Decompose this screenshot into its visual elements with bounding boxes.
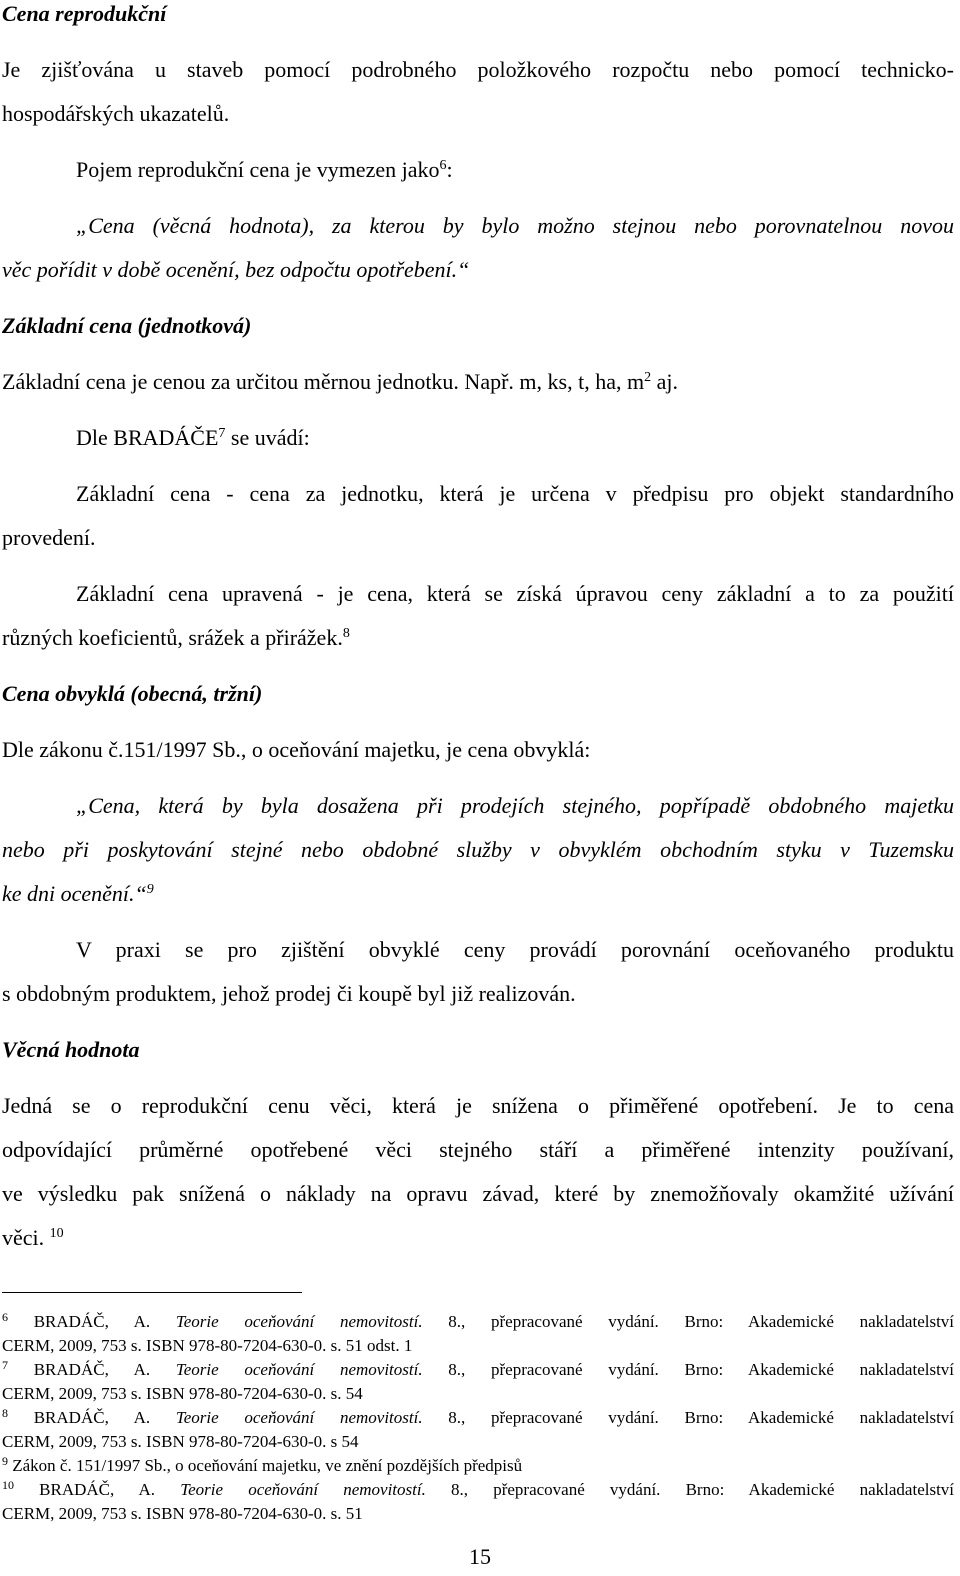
quote-line: věc pořídit v době ocenění, bez odpočtu opotřebení.“ [2,257,470,282]
text: Dle BRADÁČE [76,425,219,450]
text: věci. [2,1225,45,1250]
paragraph-line: hospodářských ukazatelů. [2,101,230,126]
footnote-9 [2,1456,954,1476]
heading-cena-reprodukcni: Cena reprodukční [2,1,167,26]
footnote-text: Zákon č. 151/1997 Sb., o oceňování majetku, ve znění pozdějších předpisů [12,1456,523,1475]
quote-line: „Cena (věcná hodnota), za kterou by bylo možno stejnou nebo porovnatelnou novou [76,213,954,238]
paragraph-line [2,369,954,395]
footnote-title: Teorie oceňování nemovitostí. [175,1312,423,1331]
paragraph-line: odpovídající průměrné opotřebené věci stejného stáří a přiměřené intenzity používaní, [2,1137,954,1162]
footnote-title: Teorie oceňování nemovitostí. [175,1408,423,1427]
paragraph-line: Základní cena upravená - je cena, která se získá úpravou ceny základní a to za použití [76,581,954,606]
text: : [446,157,453,182]
paragraph-line [2,1225,954,1251]
footnote-text: 8., přepracované vydání. Brno: Akademické nakladatelství [448,1360,955,1379]
page-number: 15 [469,1544,491,1569]
footnote-number: 10 [2,1478,14,1492]
footnote-author: BRADÁČ, A. [39,1480,156,1499]
text: Základní cena je cenou za určitou měrnou jednotku. Např. m, ks, t, ha, m [2,369,645,394]
footnote-separator [2,1292,302,1293]
superscript: 2 [644,370,652,385]
footnote-ref: 9 [146,882,154,897]
paragraph-line: ve výsledku pak snížená o náklady na opravu závad, které by znemožňovaly okamžité užívání [2,1181,954,1206]
paragraph-line: Je zjišťována u staveb pomocí podrobného položkového rozpočtu nebo pomocí technicko- [2,57,954,82]
paragraph-line: provedení. [2,525,96,550]
heading-cena-obvykla: Cena obvyklá (obecná, tržní) [2,681,263,706]
text: ke dni ocenění.“ [2,881,147,906]
footnote-10-line2: CERM, 2009, 753 s. ISBN 978-80-7204-630-0. s. 51 [2,1504,363,1523]
footnote-text: 8., přepracované vydání. Brno: Akademické nakladatelství [448,1312,955,1331]
text: různých koeficientů, srážek a přirážek. [2,625,343,650]
paragraph-line: Dle zákonu č.151/1997 Sb., o oceňování majetku, je cena obvyklá: [2,737,591,762]
footnote-8-line2: CERM, 2009, 753 s. ISBN 978-80-7204-630-0. s 54 [2,1432,359,1451]
quote-line: nebo při poskytování stejné nebo obdobné služby v obvyklém obchodním styku v Tuzemsku [2,837,954,862]
text: aj. [651,369,678,394]
footnote-number: 6 [2,1310,8,1324]
paragraph-line [76,157,954,183]
footnote-number: 7 [2,1358,8,1372]
footnote-7 [2,1360,954,1380]
quote-line [2,881,954,907]
quote-line: „Cena, která by byla dosažena při prodejích stejného, popřípadě obdobného majetku [76,793,954,818]
footnote-10 [2,1480,954,1500]
paragraph-line [76,425,954,451]
footnote-ref: 7 [218,426,226,441]
footnote-text: 8., přepracované vydání. Brno: Akademické nakladatelství [448,1408,955,1427]
footnote-8 [2,1408,954,1428]
text: Pojem reprodukční cena je vymezen jako [76,157,440,182]
paragraph-line: V praxi se pro zjištění obvyklé ceny provádí porovnání oceňovaného produktu [76,937,954,962]
footnote-author: BRADÁČ, A. [33,1360,151,1379]
paragraph-line: s obdobným produktem, jehož prodej či koupě byl již realizován. [2,981,576,1006]
footnote-author: BRADÁČ, A. [33,1312,151,1331]
text: se uvádí: [225,425,310,450]
footnote-ref: 8 [342,626,350,641]
footnote-7-line2: CERM, 2009, 753 s. ISBN 978-80-7204-630-0. s. 54 [2,1384,363,1403]
heading-zakladni-cena: Základní cena (jednotková) [2,313,252,338]
footnote-number: 9 [2,1454,8,1468]
paragraph-line: Jedná se o reprodukční cenu věci, která je snížena o přiměřené opotřebení. Je to cena [2,1093,954,1118]
footnote-number: 8 [2,1406,8,1420]
footnote-title: Teorie oceňování nemovitostí. [180,1480,426,1499]
heading-vecna-hodnota: Věcná hodnota [2,1037,140,1062]
paragraph-line [2,625,954,651]
footnote-6 [2,1312,954,1332]
paragraph-line: Základní cena - cena za jednotku, která je určena v předpisu pro objekt standardního [76,481,954,506]
footnote-title: Teorie oceňování nemovitostí. [175,1360,423,1379]
footnote-ref: 10 [49,1226,64,1241]
footnote-6-line2: CERM, 2009, 753 s. ISBN 978-80-7204-630-0. s. 51 odst. 1 [2,1336,413,1355]
footnote-author: BRADÁČ, A. [33,1408,151,1427]
footnote-ref: 6 [439,158,447,173]
footnote-text: 8., přepracované vydání. Brno: Akademické nakladatelství [451,1480,955,1499]
